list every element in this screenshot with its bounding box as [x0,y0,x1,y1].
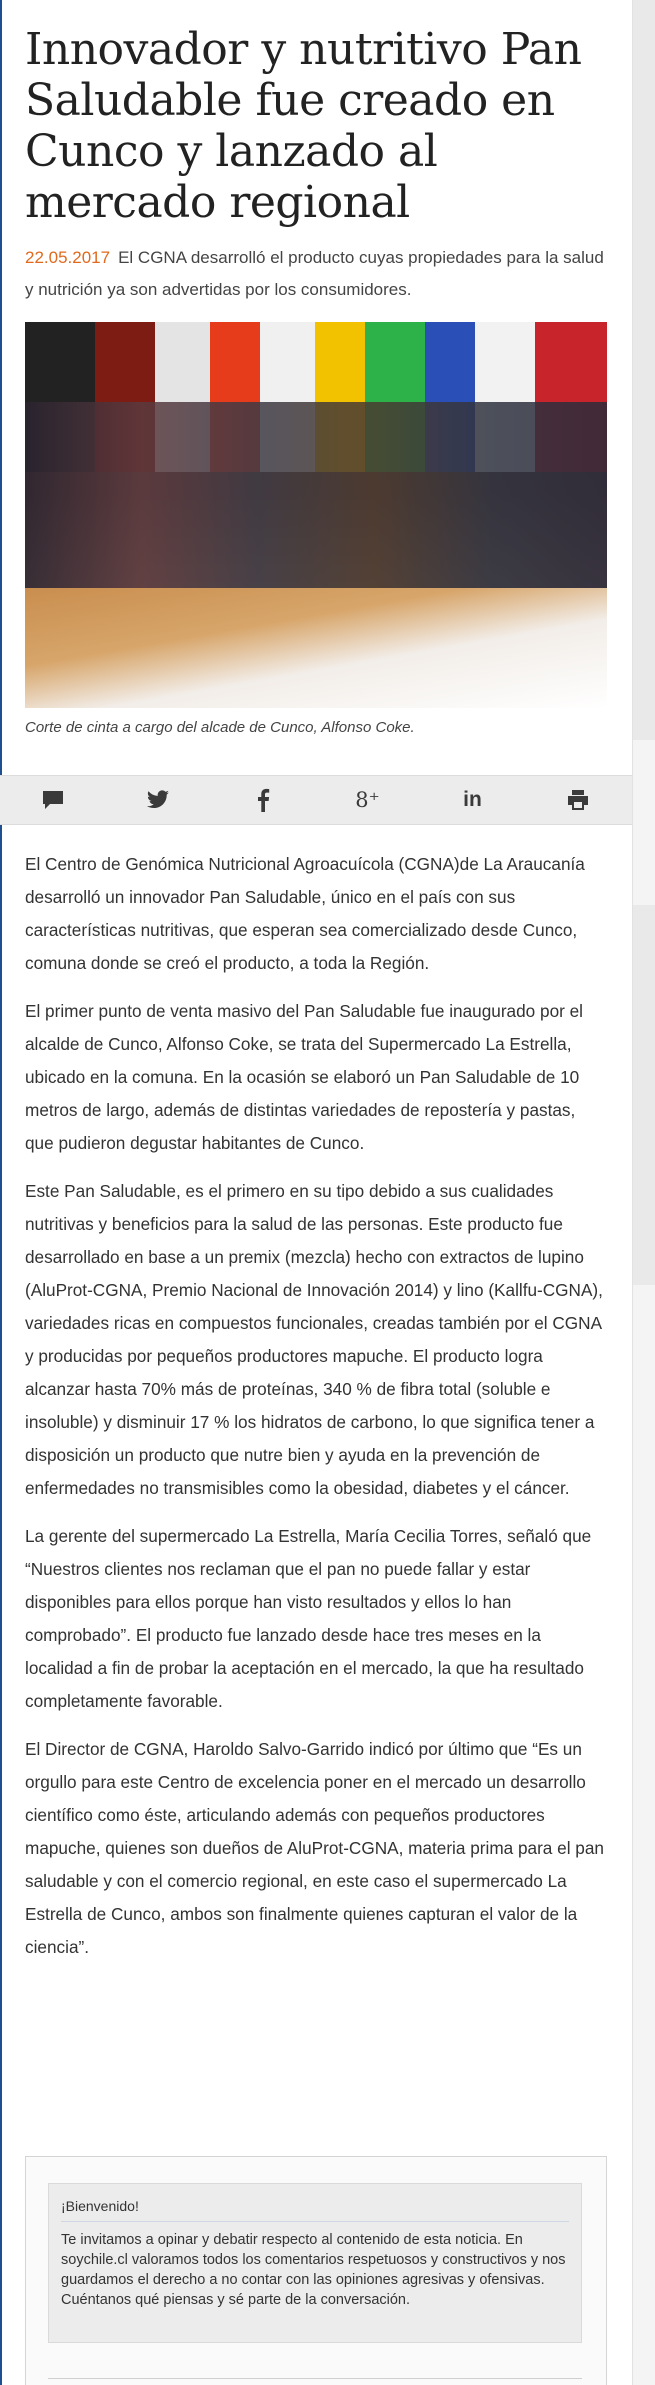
comments-section [25,2156,607,2385]
facebook-icon [256,788,270,812]
body-paragraph: El Centro de Genómica Nutricional Agroacuícola (CGNA)de La Araucanía desarrolló un innovador Pan Saludable, único en el país con sus características nutritivas, que esperan sea comercializado desde Cunco, comuna donde se creó el producto, a toda la Región. [25,854,585,973]
comment-icon [41,789,65,811]
linkedin-button[interactable] [420,776,525,824]
twitter-icon [146,790,170,810]
article-lead [25,242,607,306]
linkedin-icon: in [463,788,482,811]
body-paragraph: La gerente del supermercado La Estrella, María Cecilia Torres, señaló que “Nuestros clientes nos reclaman que el pan no puede fallar y estar disponibles para ellos porque han visto resultados y ellos lo han comprobado”. El producto fue lanzado desde hace tres meses en la localidad a fin de probar la aceptación en el mercado, la que ha resultado completamente favorable. [25,1526,592,1711]
comments-divider [48,2378,582,2379]
left-accent-rule [0,0,2,2385]
print-button[interactable] [525,776,630,824]
share-bar [0,775,632,825]
photo-caption: Corte de cinta a cargo del alcade de Cunco, Alfonso Coke. [25,719,415,736]
right-sidebar [632,0,655,2385]
body-paragraph: Este Pan Saludable, es el primero en su tipo debido a sus cualidades nutritivas y beneficios para la salud de las personas. Este producto fue desarrollado en base a un premix (mezcla) hecho con extractos de lupino (AluProt-CGNA, Premio Nacional de Innovación 2014) y lino (Kallfu-CGNA), variedades ricas en compuestos funcionales, creadas también por el CGNA y producidas por pequeños productores mapuche. El producto logra alcanzar hasta 70% más de proteínas, 340 % de fibra total (soluble e insoluble) y disminuir 17 % los hidratos de carbono, lo que significa tener a disposición un producto que nutre bien y ayuda en la prevención de enfermedades no transmisibles como la obesidad, diabetes y el cáncer. [25,1181,603,1498]
body-paragraph: El primer punto de venta masivo del Pan Saludable fue inaugurado por el alcalde de Cunco, Alfonso Coke, se trata del Supermercado La Estrella, ubicado en la comuna. En la ocasión se elaboró un Pan Saludable de 10 metros de largo, además de distintas variedades de repostería y pastas, que pudieron degustar habitantes de Cunco. [25,1001,583,1153]
article-title: Innovador y nutritivo Pan Saludable fue creado en Cunco y lanzado al mercado regional [25,24,582,228]
comment-button[interactable] [0,776,105,824]
article [25,0,607,742]
google-plus-button[interactable] [315,776,420,824]
article-date: 22.05.2017 [25,248,111,267]
body-paragraph: El Director de CGNA, Haroldo Salvo-Garrido indicó por último que “Es un orgullo para este Centro de excelencia poner en el mercado un desarrollo científico como éste, articulando además con pequeños productores mapuche, quienes son dueños de AluProt-CGNA, materia prima para el pan saludable y con el comercio regional, en este caso el supermercado La Estrella de Cunco, ambos son finalmente quienes capturan el valor de la ciencia”. [25,1739,604,1957]
print-icon [566,789,590,811]
google-plus-icon: 8⁺ [355,788,380,812]
welcome-title: ¡Bienvenido! [61,2198,569,2222]
article-body [25,848,607,1979]
twitter-button[interactable] [105,776,210,824]
lead-text: El CGNA desarrolló el producto cuyas propiedades para la salud y nutrición ya son advertidas por los consumidores. [25,248,604,299]
welcome-text: Te invitamos a opinar y debatir respecto al contenido de esta noticia. En soychile.cl valoramos todos los comentarios respetuosos y constructivos y nos guardamos el derecho a no contar con las opiniones agresivas y ofensivas. Cuéntanos qué piensas y sé parte de la conversación. [61,2232,566,2308]
article-photo[interactable] [25,322,607,708]
facebook-button[interactable] [210,776,315,824]
welcome-notice [48,2183,582,2343]
